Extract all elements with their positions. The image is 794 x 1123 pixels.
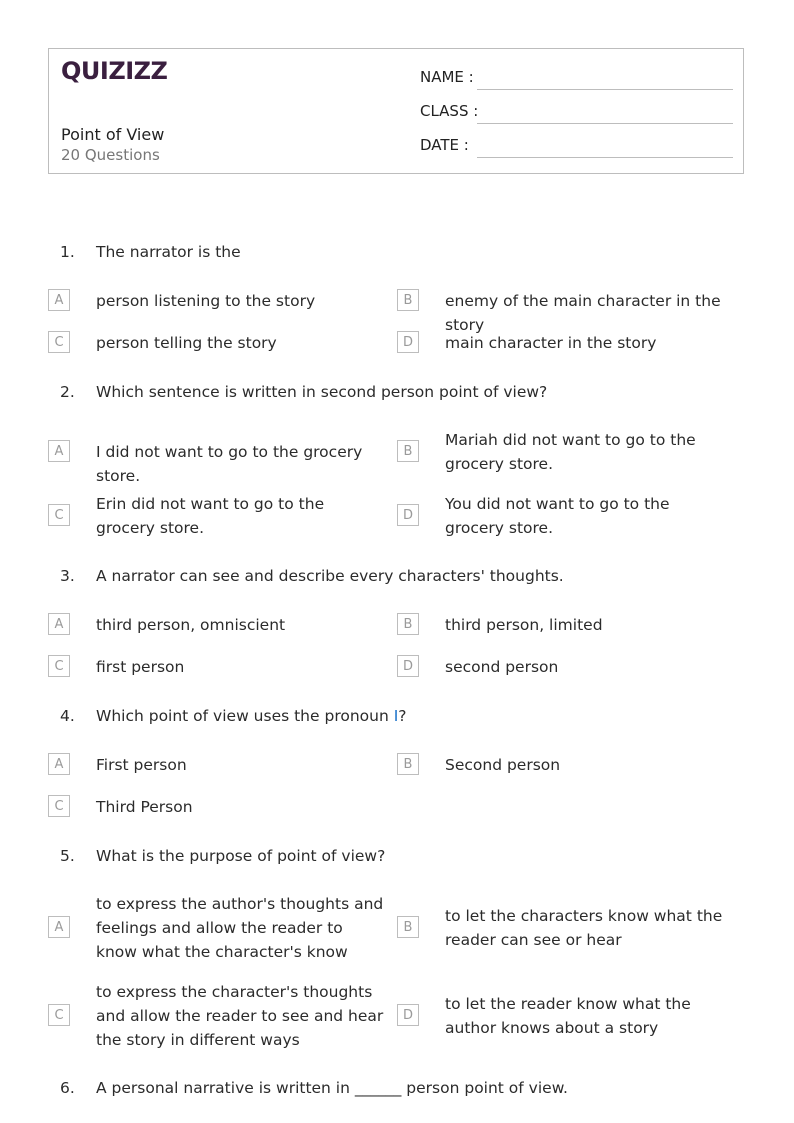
class-label: CLASS : — [420, 102, 479, 120]
question-number: 2. — [60, 383, 75, 401]
option-box-d[interactable]: D — [397, 504, 419, 526]
option-box-a[interactable]: A — [48, 916, 70, 938]
option-box-d[interactable]: D — [397, 331, 419, 353]
question-number: 6. — [60, 1079, 75, 1097]
option-text: First person — [96, 756, 187, 774]
question-count: 20 Questions — [61, 146, 160, 164]
quizizz-logo: QUIZIZZ — [61, 57, 168, 85]
question-text: Which sentence is written in second person point of view? — [96, 383, 548, 401]
option-box-a[interactable]: A — [48, 613, 70, 635]
question-text-part: ? — [398, 707, 407, 725]
option-text: You did not want to go to the grocery store. — [445, 495, 670, 537]
option-text: Second person — [445, 756, 561, 774]
option-text: person listening to the story — [96, 292, 316, 310]
option-box-a[interactable]: A — [48, 753, 70, 775]
option-text: first person — [96, 658, 185, 676]
option-text: second person — [445, 658, 559, 676]
option-text: to let the characters know what the reader can see or hear — [445, 907, 723, 949]
date-label: DATE : — [420, 136, 469, 154]
question-text: The narrator is the — [96, 243, 241, 261]
option-text: to express the character's thoughts and allow the reader to see and hear the story in different ways — [96, 983, 384, 1049]
worksheet-header — [48, 48, 744, 174]
option-text: main character in the story — [445, 334, 657, 352]
worksheet-title: Point of View — [61, 125, 165, 144]
highlighted-pronoun: I — [393, 707, 399, 725]
option-box-c[interactable]: C — [48, 504, 70, 526]
option-text: Erin did not want to go to the grocery store. — [96, 495, 325, 537]
option-box-d[interactable]: D — [397, 1004, 419, 1026]
option-text: Third Person — [96, 798, 193, 816]
option-box-b[interactable]: B — [397, 613, 419, 635]
question-number: 4. — [60, 707, 75, 725]
option-text: enemy of the main character in the story — [445, 292, 721, 334]
question-text: A narrator can see and describe every characters' thoughts. — [96, 567, 564, 585]
question-number: 1. — [60, 243, 75, 261]
option-box-c[interactable]: C — [48, 795, 70, 817]
option-text: person telling the story — [96, 334, 277, 352]
question-number: 5. — [60, 847, 75, 865]
option-box-b[interactable]: B — [397, 753, 419, 775]
date-line — [477, 157, 733, 158]
question-text: What is the purpose of point of view? — [96, 847, 386, 865]
class-line — [477, 123, 733, 124]
option-text: third person, omniscient — [96, 616, 286, 634]
option-box-c[interactable]: C — [48, 1004, 70, 1026]
option-box-c[interactable]: C — [48, 655, 70, 677]
question-text — [96, 704, 746, 728]
option-box-c[interactable]: C — [48, 331, 70, 353]
question-text: A personal narrative is written in ______ person point of view. — [96, 1079, 568, 1097]
question-text-part: Which point of view uses the pronoun — [96, 707, 394, 725]
option-text: I did not want to go to the grocery store. — [96, 443, 363, 485]
option-box-b[interactable]: B — [397, 289, 419, 311]
option-text: to let the reader know what the author knows about a story — [445, 995, 691, 1037]
option-text: third person, limited — [445, 616, 603, 634]
option-box-a[interactable]: A — [48, 440, 70, 462]
option-box-b[interactable]: B — [397, 440, 419, 462]
option-box-b[interactable]: B — [397, 916, 419, 938]
name-line — [477, 89, 733, 90]
option-box-d[interactable]: D — [397, 655, 419, 677]
option-text: Mariah did not want to go to the grocery store. — [445, 431, 696, 473]
name-label: NAME : — [420, 68, 474, 86]
option-box-a[interactable]: A — [48, 289, 70, 311]
question-number: 3. — [60, 567, 75, 585]
option-text: to express the author's thoughts and feelings and allow the reader to know what the character's know — [96, 895, 384, 961]
